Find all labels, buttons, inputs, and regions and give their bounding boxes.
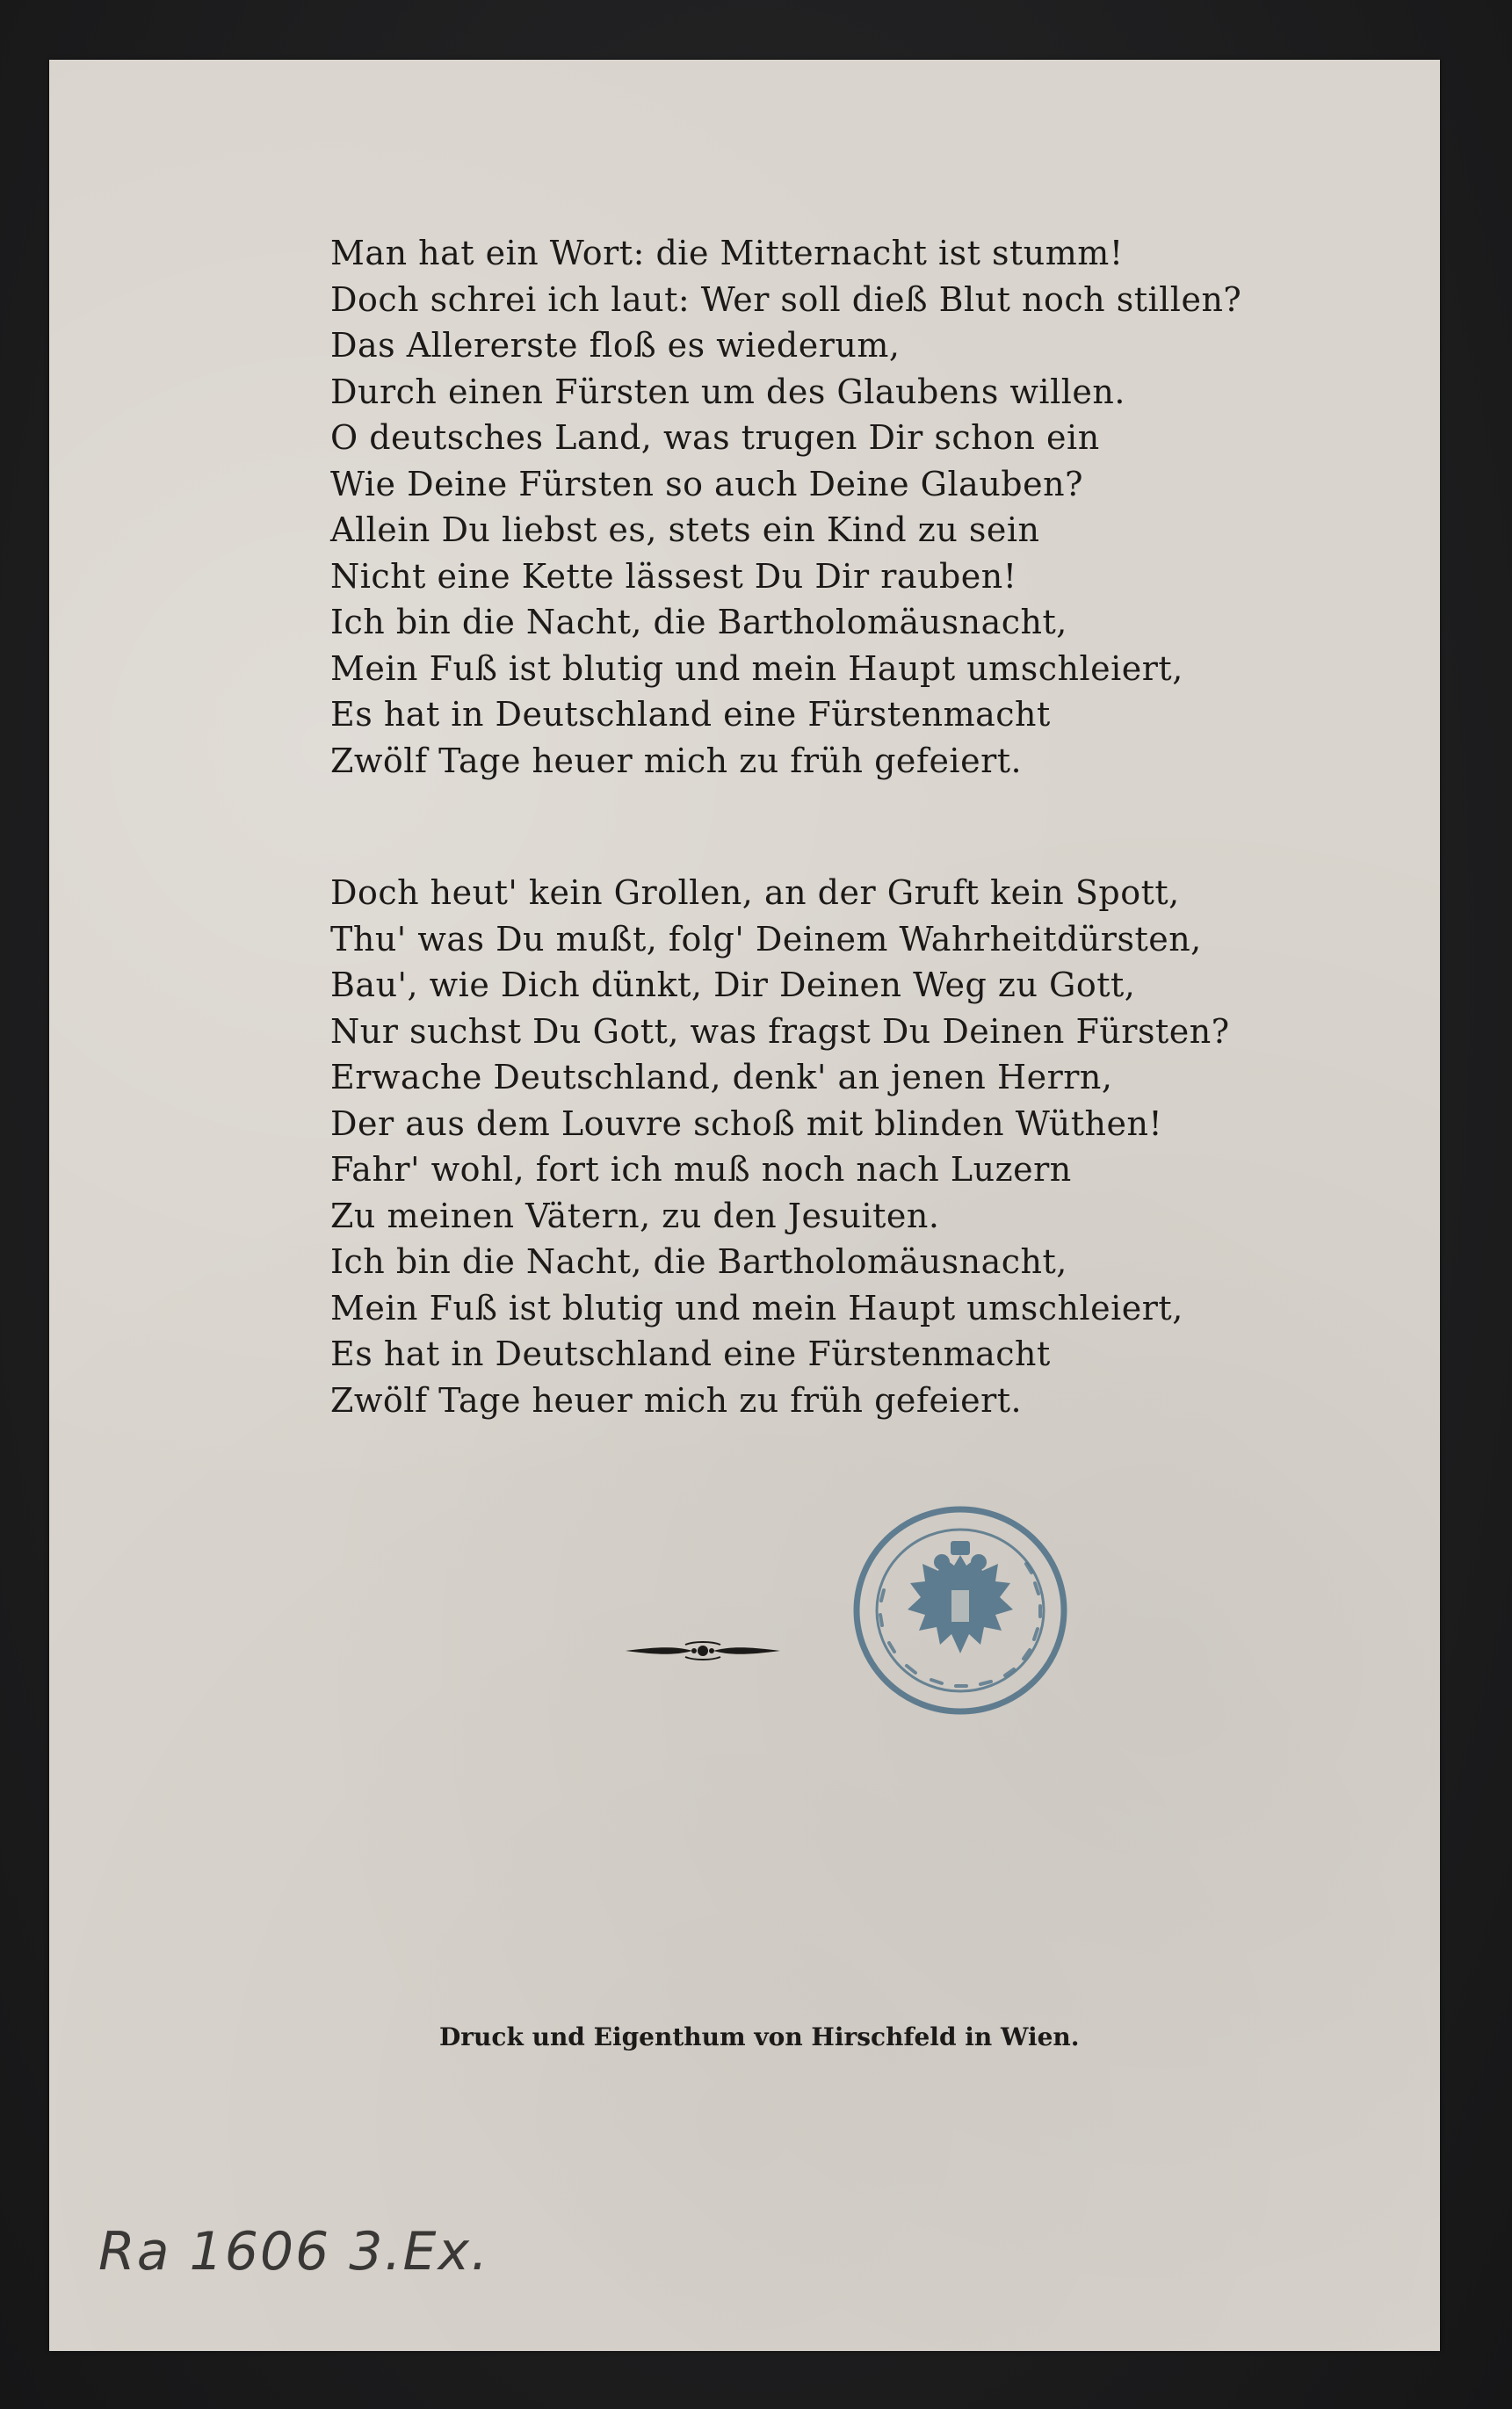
verse-line: Zu meinen Vätern, zu den Jesuiten. bbox=[330, 1196, 940, 1235]
handwritten-shelfmark: Ra 1606 3.Ex. bbox=[98, 2221, 490, 2282]
verse-line: Zwölf Tage heuer mich zu früh gefeiert. bbox=[330, 741, 1023, 780]
library-stamp-icon bbox=[850, 1502, 1070, 1718]
verse-line: Wie Deine Fürsten so auch Deine Glauben? bbox=[330, 464, 1083, 503]
verse-line: Durch einen Fürsten um des Glaubens willen. bbox=[330, 372, 1125, 411]
verse-line: Es hat in Deutschland eine Fürstenmacht bbox=[330, 1335, 1051, 1373]
verse-line: Doch schrei ich laut: Wer soll dieß Blut noch stillen? bbox=[330, 279, 1242, 319]
verse-line: O deutsches Land, was trugen Dir schon ein bbox=[330, 418, 1100, 457]
verse-line: Thu' was Du mußt, folg' Deinem Wahrheitdürsten, bbox=[330, 919, 1202, 959]
verse-line: Nur suchst Du Gott, was fragst Du Deinen Fürsten? bbox=[330, 1011, 1230, 1051]
stanza-1 bbox=[330, 230, 1241, 784]
printer-imprint: Druck und Eigenthum von Hirschfeld in Wien. bbox=[439, 2022, 1080, 2051]
verse-line: Es hat in Deutschland eine Fürstenmacht bbox=[330, 695, 1051, 734]
verse-line: Nicht eine Kette lässest Du Dir rauben! bbox=[330, 556, 1017, 596]
verse-line: Man hat ein Wort: die Mitternacht ist stumm! bbox=[330, 234, 1124, 272]
stanza-2 bbox=[330, 870, 1230, 1423]
ornamental-divider-icon bbox=[624, 1639, 782, 1662]
verse-line: Doch heut' kein Grollen, an der Gruft kein Spott, bbox=[330, 873, 1180, 912]
verse-line: Allein Du liebst es, stets ein Kind zu sein bbox=[330, 510, 1040, 549]
verse-line: Bau', wie Dich dünkt, Dir Deinen Weg zu Gott, bbox=[330, 966, 1136, 1004]
verse-line: Das Allererste floß es wiederum, bbox=[330, 326, 901, 365]
verse-line: Ich bin die Nacht, die Bartholomäusnacht, bbox=[330, 603, 1067, 641]
verse-line: Zwölf Tage heuer mich zu früh gefeiert. bbox=[330, 1380, 1023, 1420]
verse-line: Erwache Deutschland, denk' an jenen Herrn, bbox=[330, 1058, 1113, 1096]
verse-line: Mein Fuß ist blutig und mein Haupt umschleiert, bbox=[330, 1288, 1183, 1327]
verse-line: Der aus dem Louvre schoß mit blinden Wüthen! bbox=[330, 1103, 1163, 1143]
verse-line: Ich bin die Nacht, die Bartholomäusnacht, bbox=[330, 1242, 1067, 1281]
verse-line: Fahr' wohl, fort ich muß noch nach Luzern bbox=[330, 1150, 1072, 1189]
verse-line: Mein Fuß ist blutig und mein Haupt umschleiert, bbox=[330, 648, 1183, 688]
